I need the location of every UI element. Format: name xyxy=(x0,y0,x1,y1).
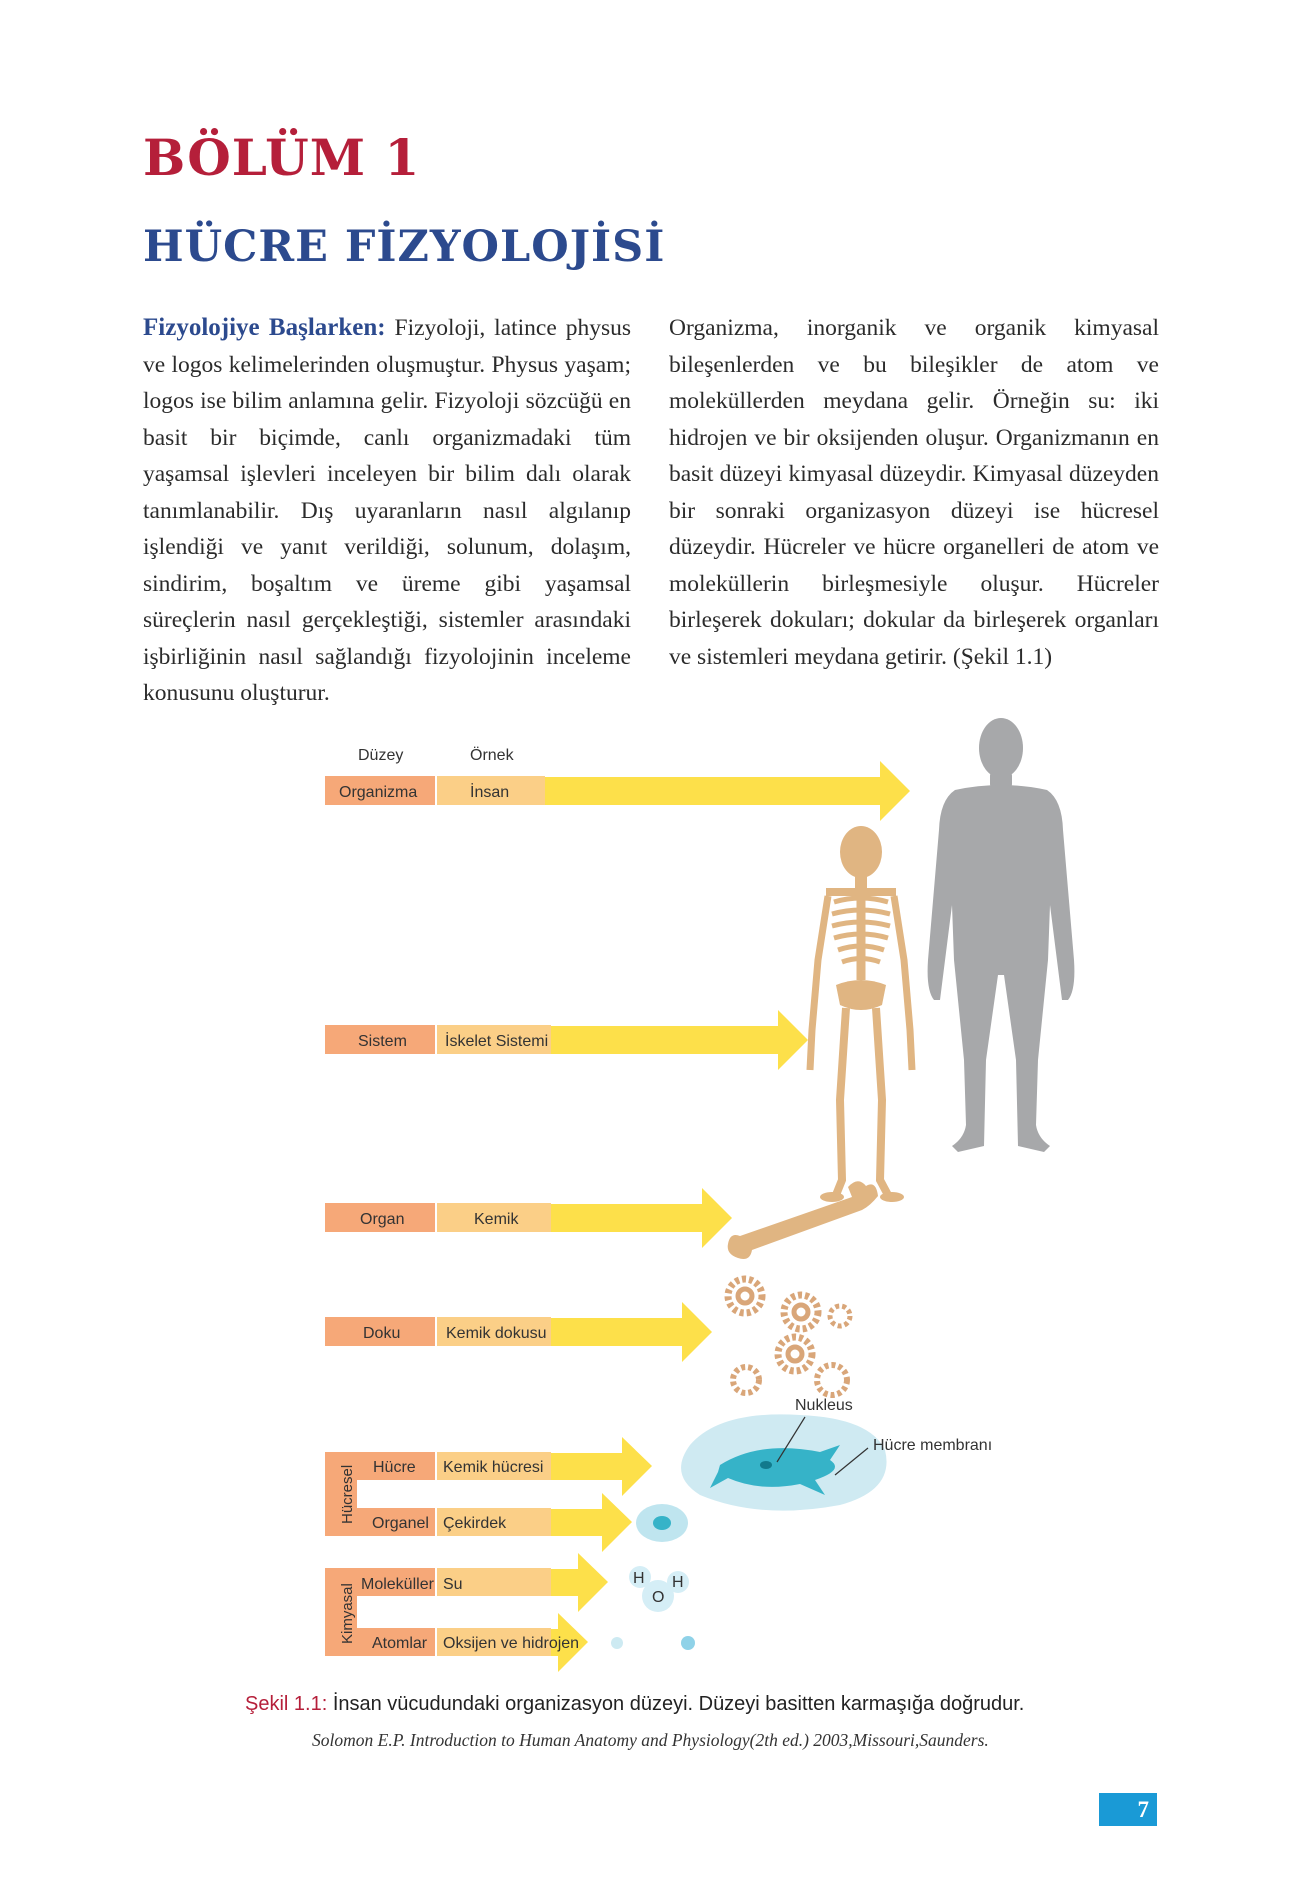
skeleton-illustration xyxy=(810,826,912,1202)
example-label: Su xyxy=(443,1576,463,1593)
membrane-label: Hücre membranı xyxy=(873,1437,993,1454)
level-label: Moleküller xyxy=(361,1576,434,1593)
row-system xyxy=(325,1010,808,1070)
nucleus-label: Nukleus xyxy=(795,1397,853,1414)
row-organelle xyxy=(372,1493,632,1552)
header-level: Düzey xyxy=(358,747,404,764)
level-label: Atomlar xyxy=(372,1635,428,1652)
bone-tissue-illustration xyxy=(728,1279,850,1395)
nucleus-organelle-illustration xyxy=(636,1504,688,1542)
row-molecules xyxy=(361,1553,608,1612)
example-label: Kemik xyxy=(474,1211,519,1228)
example-label: Oksijen ve hidrojen xyxy=(443,1635,580,1652)
level-label: Hücre xyxy=(373,1459,416,1476)
chapter-title: HÜCRE FİZYOLOJİSİ xyxy=(143,222,666,272)
bone-cell-illustration xyxy=(681,1397,992,1511)
level-label: Organ xyxy=(360,1211,405,1228)
level-label: Organizma xyxy=(339,784,418,801)
example-label: Kemik dokusu xyxy=(446,1325,547,1342)
level-label: Sistem xyxy=(358,1033,407,1050)
row-organism xyxy=(325,761,910,821)
header-example: Örnek xyxy=(470,747,514,764)
page-number: 7 xyxy=(1099,1793,1157,1826)
figure-source: Solomon E.P. Introduction to Human Anatomy and Physiology(2th ed.) 2003,Missouri,Saunders. xyxy=(312,1730,989,1750)
row-cell xyxy=(373,1437,652,1496)
group-cellular-label: Hücresel xyxy=(339,1464,356,1524)
level-label: Organel xyxy=(372,1515,429,1532)
caption-text: İnsan vücudundaki organizasyon düzeyi. Düzeyi basitten karmaşığa doğrudur. xyxy=(332,1693,1025,1715)
group-chemical-label: Kimyasal xyxy=(339,1583,356,1644)
bone-illustration xyxy=(728,1181,878,1259)
example-label: Kemik hücresi xyxy=(443,1459,544,1476)
row-tissue xyxy=(325,1302,712,1362)
oxygen-atom-label: O xyxy=(652,1589,665,1606)
level-label: Doku xyxy=(363,1325,401,1342)
example-label: İnsan xyxy=(470,784,510,801)
water-molecule-illustration xyxy=(629,1566,689,1612)
human-illustration xyxy=(928,718,1075,1152)
example-label: İskelet Sistemi xyxy=(445,1033,549,1050)
left-column-body: Fizyoloji, latince physus ve logos kelimelerinden oluşmuştur. Physus yaşam; logos ise bilim anlamına gelir. Fizyoloji sözcüğü en basit bir biçimde, canlı organizmadaki tüm yaşamsal işlevleri inceleyen bir bilim dalı olarak tanımlanabilir. Dış uyaranların nasıl algılanıp işlendiği ve yanıt verildiği, solunum, dolaşım, sindirim, boşaltım ve üreme gibi yaşamsal süreçlerin nasıl gerçekleştiği, sistemler arasındaki işbirliğinin nasıl sağlandığı fizyolojinin inceleme konusunu oluşturur. xyxy=(143,315,631,706)
row-atoms xyxy=(372,1613,588,1672)
hydrogen-atom-label: H xyxy=(633,1570,645,1587)
section-lead: Fizyolojiye Başlarken: xyxy=(143,314,386,341)
example-label: Çekirdek xyxy=(443,1515,507,1532)
atoms-illustration xyxy=(611,1636,695,1650)
right-column-text: Organizma, inorganik ve organik kimyasal bileşenlerden ve bu bileşikler de atom ve moleküllerden meydana gelir. Örneğin su: iki hidrojen ve bir oksijenden oluşur. Organizmanın en basit düzeyi kimyasal düzeydir. Kimyasal düzeyden bir sonraki organizasyon düzeyi ise hücresel düzeydir. Hücreler ve hücre organelleri de atom ve moleküllerin birleşmesiyle oluşur. Hücreler birleşerek dokuları; dokular da birleşerek organları ve sistemleri meydana getirir. (Şekil 1.1) xyxy=(669,315,1159,670)
chapter-number: BÖLÜM 1 xyxy=(143,128,421,187)
caption-label: Şekil 1.1: xyxy=(245,1693,328,1715)
hydrogen-atom-label: H xyxy=(672,1574,684,1591)
row-organ xyxy=(325,1188,732,1248)
figure-caption xyxy=(245,1693,1024,1716)
